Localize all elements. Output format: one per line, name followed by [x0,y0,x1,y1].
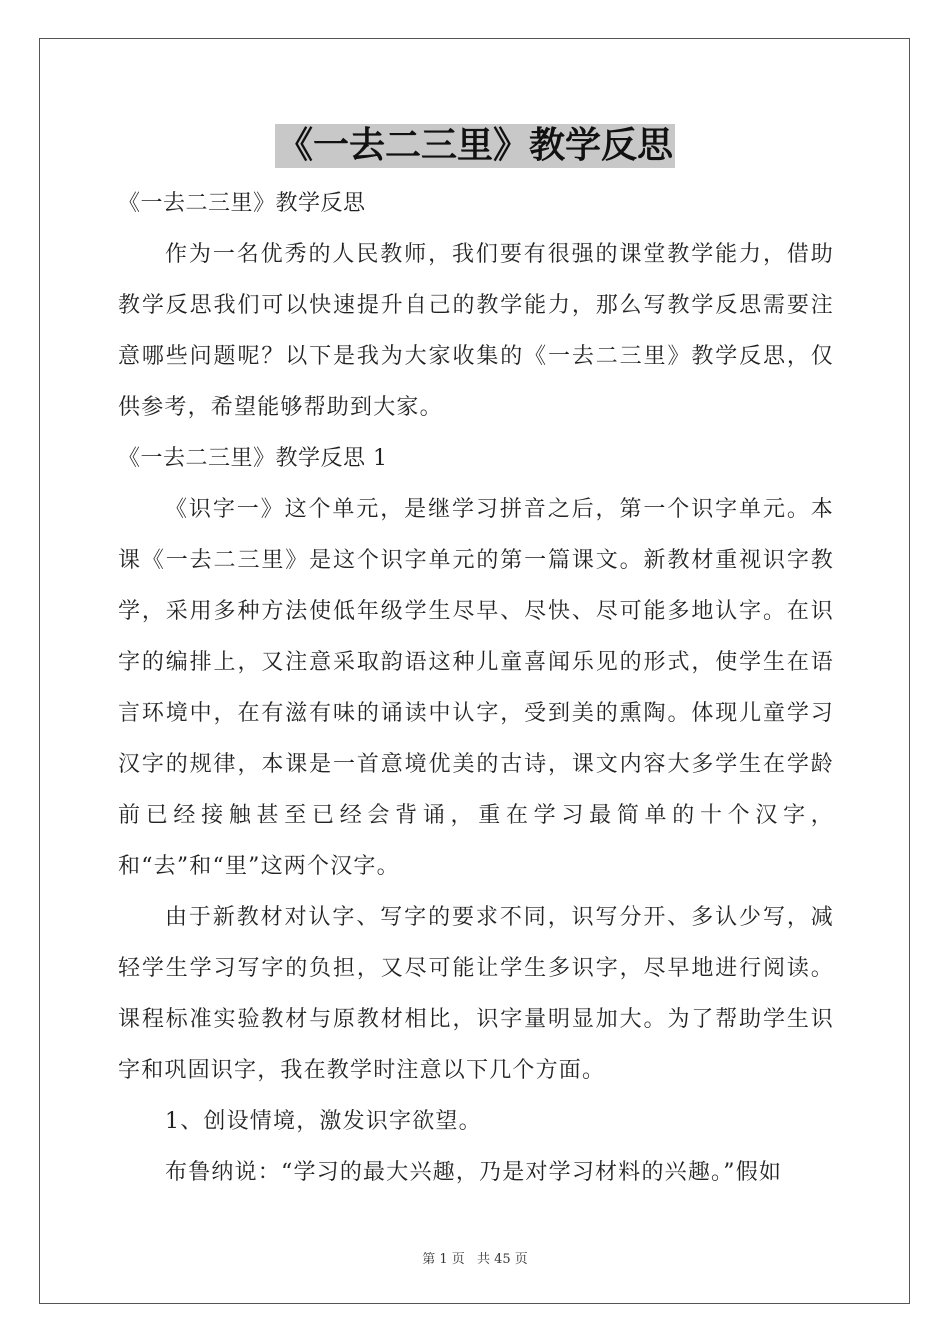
body-paragraph-3: 1、创设情境，激发识字欲望。 [165,1109,482,1134]
body-paragraph-4: 布鲁纳说：“学习的最大兴趣，乃是对学习材料的兴趣。”假如 [165,1160,783,1185]
total-pages: 共 45 页 [476,1252,528,1267]
section-heading: 《一去二三里》教学反思 1 [118,446,388,471]
subtitle-line: 《一去二三里》教学反思 [118,191,366,216]
intro-paragraph: 作为一名优秀的人民教师，我们要有很强的课堂教学能力，借助教学反思我们可以快速提升自己的教学能力，那么写教学反思需要注意哪些问题呢？以下是我为大家收集的《一去二三里》教学反思，仅供参考，希望能够帮助到大家。 [118,242,834,420]
document-title-text: 《一去二三里》教学反思 [276,125,673,166]
document-title [0,124,950,168]
body-paragraph-1: 《识字一》这个单元，是继学习拼音之后，第一个识字单元。本课《一去二三里》是这个识字单元的第一篇课文。新教材重视识字教学，采用多种方法使低年级学生尽早、尽快、尽可能多地认字。在识字的编排上，又注意采取韵语这种儿童喜闻乐见的形式，使学生在语言环境中，在有滋有味的诵读中认字，受到美的熏陶。体现儿童学习汉字的规律，本课是一首意境优美的古诗，课文内容大多学生在学龄前已经接触甚至已经会背诵，重在学习最简单的十个汉字，和“去”和“里”这两个汉字。 [118,497,834,879]
document-body [118,178,834,1198]
page-number: 第 1 页 [422,1252,465,1267]
body-paragraph-2: 由于新教材对认字、写字的要求不同，识写分开、多认少写，减轻学生学习写字的负担，又尽可能让学生多识字，尽早地进行阅读。课程标准实验教材与原教材相比，识字量明显加大。为了帮助学生识字和巩固识字，我在教学时注意以下几个方面。 [118,905,834,1083]
page-footer [0,1248,950,1267]
